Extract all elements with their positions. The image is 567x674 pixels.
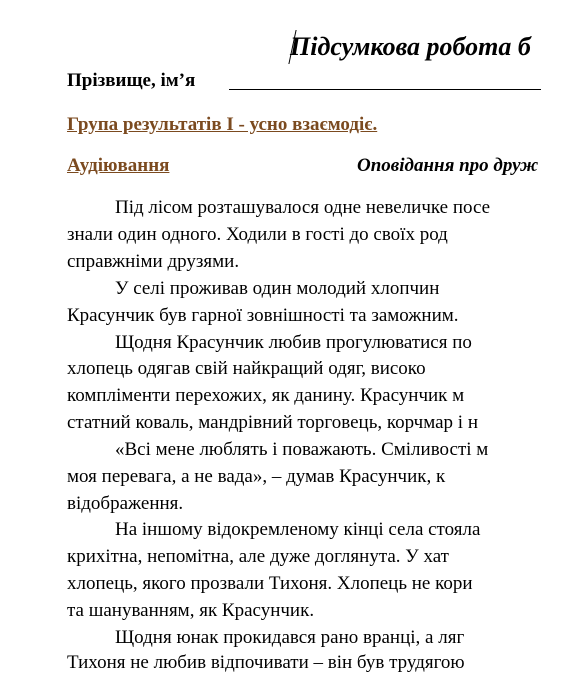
- body-line: У селі проживав один молодий хлопчин: [115, 278, 440, 299]
- group-heading: Група результатів І - усно взаємодіє.: [67, 114, 378, 135]
- document-title: Підсумкова робота б: [290, 32, 531, 61]
- body-line: На іншому відокремленому кінці села стояла: [115, 519, 481, 540]
- body-line: Тихоня не любив відпочивати – він був трудягою: [67, 652, 465, 673]
- body-line: Щодня Красунчик любив прогулюватися по: [115, 332, 472, 353]
- body-line: «Всі мене люблять і поважають. Сміливості м: [115, 439, 489, 460]
- name-label: Прізвище, ім’я: [67, 70, 196, 91]
- story-title: Оповідання про друж: [357, 155, 539, 176]
- body-line: крихітна, непомітна, але дуже доглянута. У хат: [67, 546, 449, 567]
- body-line: Щодня юнак прокидався рано вранці, а ляг: [115, 627, 465, 648]
- body-line: знали один одного. Ходили в гості до своїх род: [67, 224, 448, 245]
- body-line: Під лісом розташувалося одне невеличке посе: [115, 197, 491, 218]
- body-line: відображення.: [67, 493, 184, 514]
- body-line: хлопець, якого прозвали Тихоня. Хлопець не кори: [67, 573, 473, 594]
- body-line: статний коваль, мандрівний торговець, корчмар і н: [67, 412, 478, 433]
- section-heading: Аудіювання: [67, 155, 170, 176]
- body-line: справжніми друзями.: [67, 251, 240, 272]
- body-line: компліменти перехожих, як данину. Красунчик м: [67, 385, 465, 406]
- body-line: та шануванням, як Красунчик.: [67, 600, 315, 621]
- body-line: хлопець одягав свій найкращий одяг, високо: [67, 358, 426, 379]
- body-line: Красунчик був гарної зовнішності та заможним.: [67, 305, 459, 326]
- body-line: моя перевага, а не вада», – думав Красунчик, к: [67, 466, 446, 487]
- name-blank-line[interactable]: [229, 89, 541, 90]
